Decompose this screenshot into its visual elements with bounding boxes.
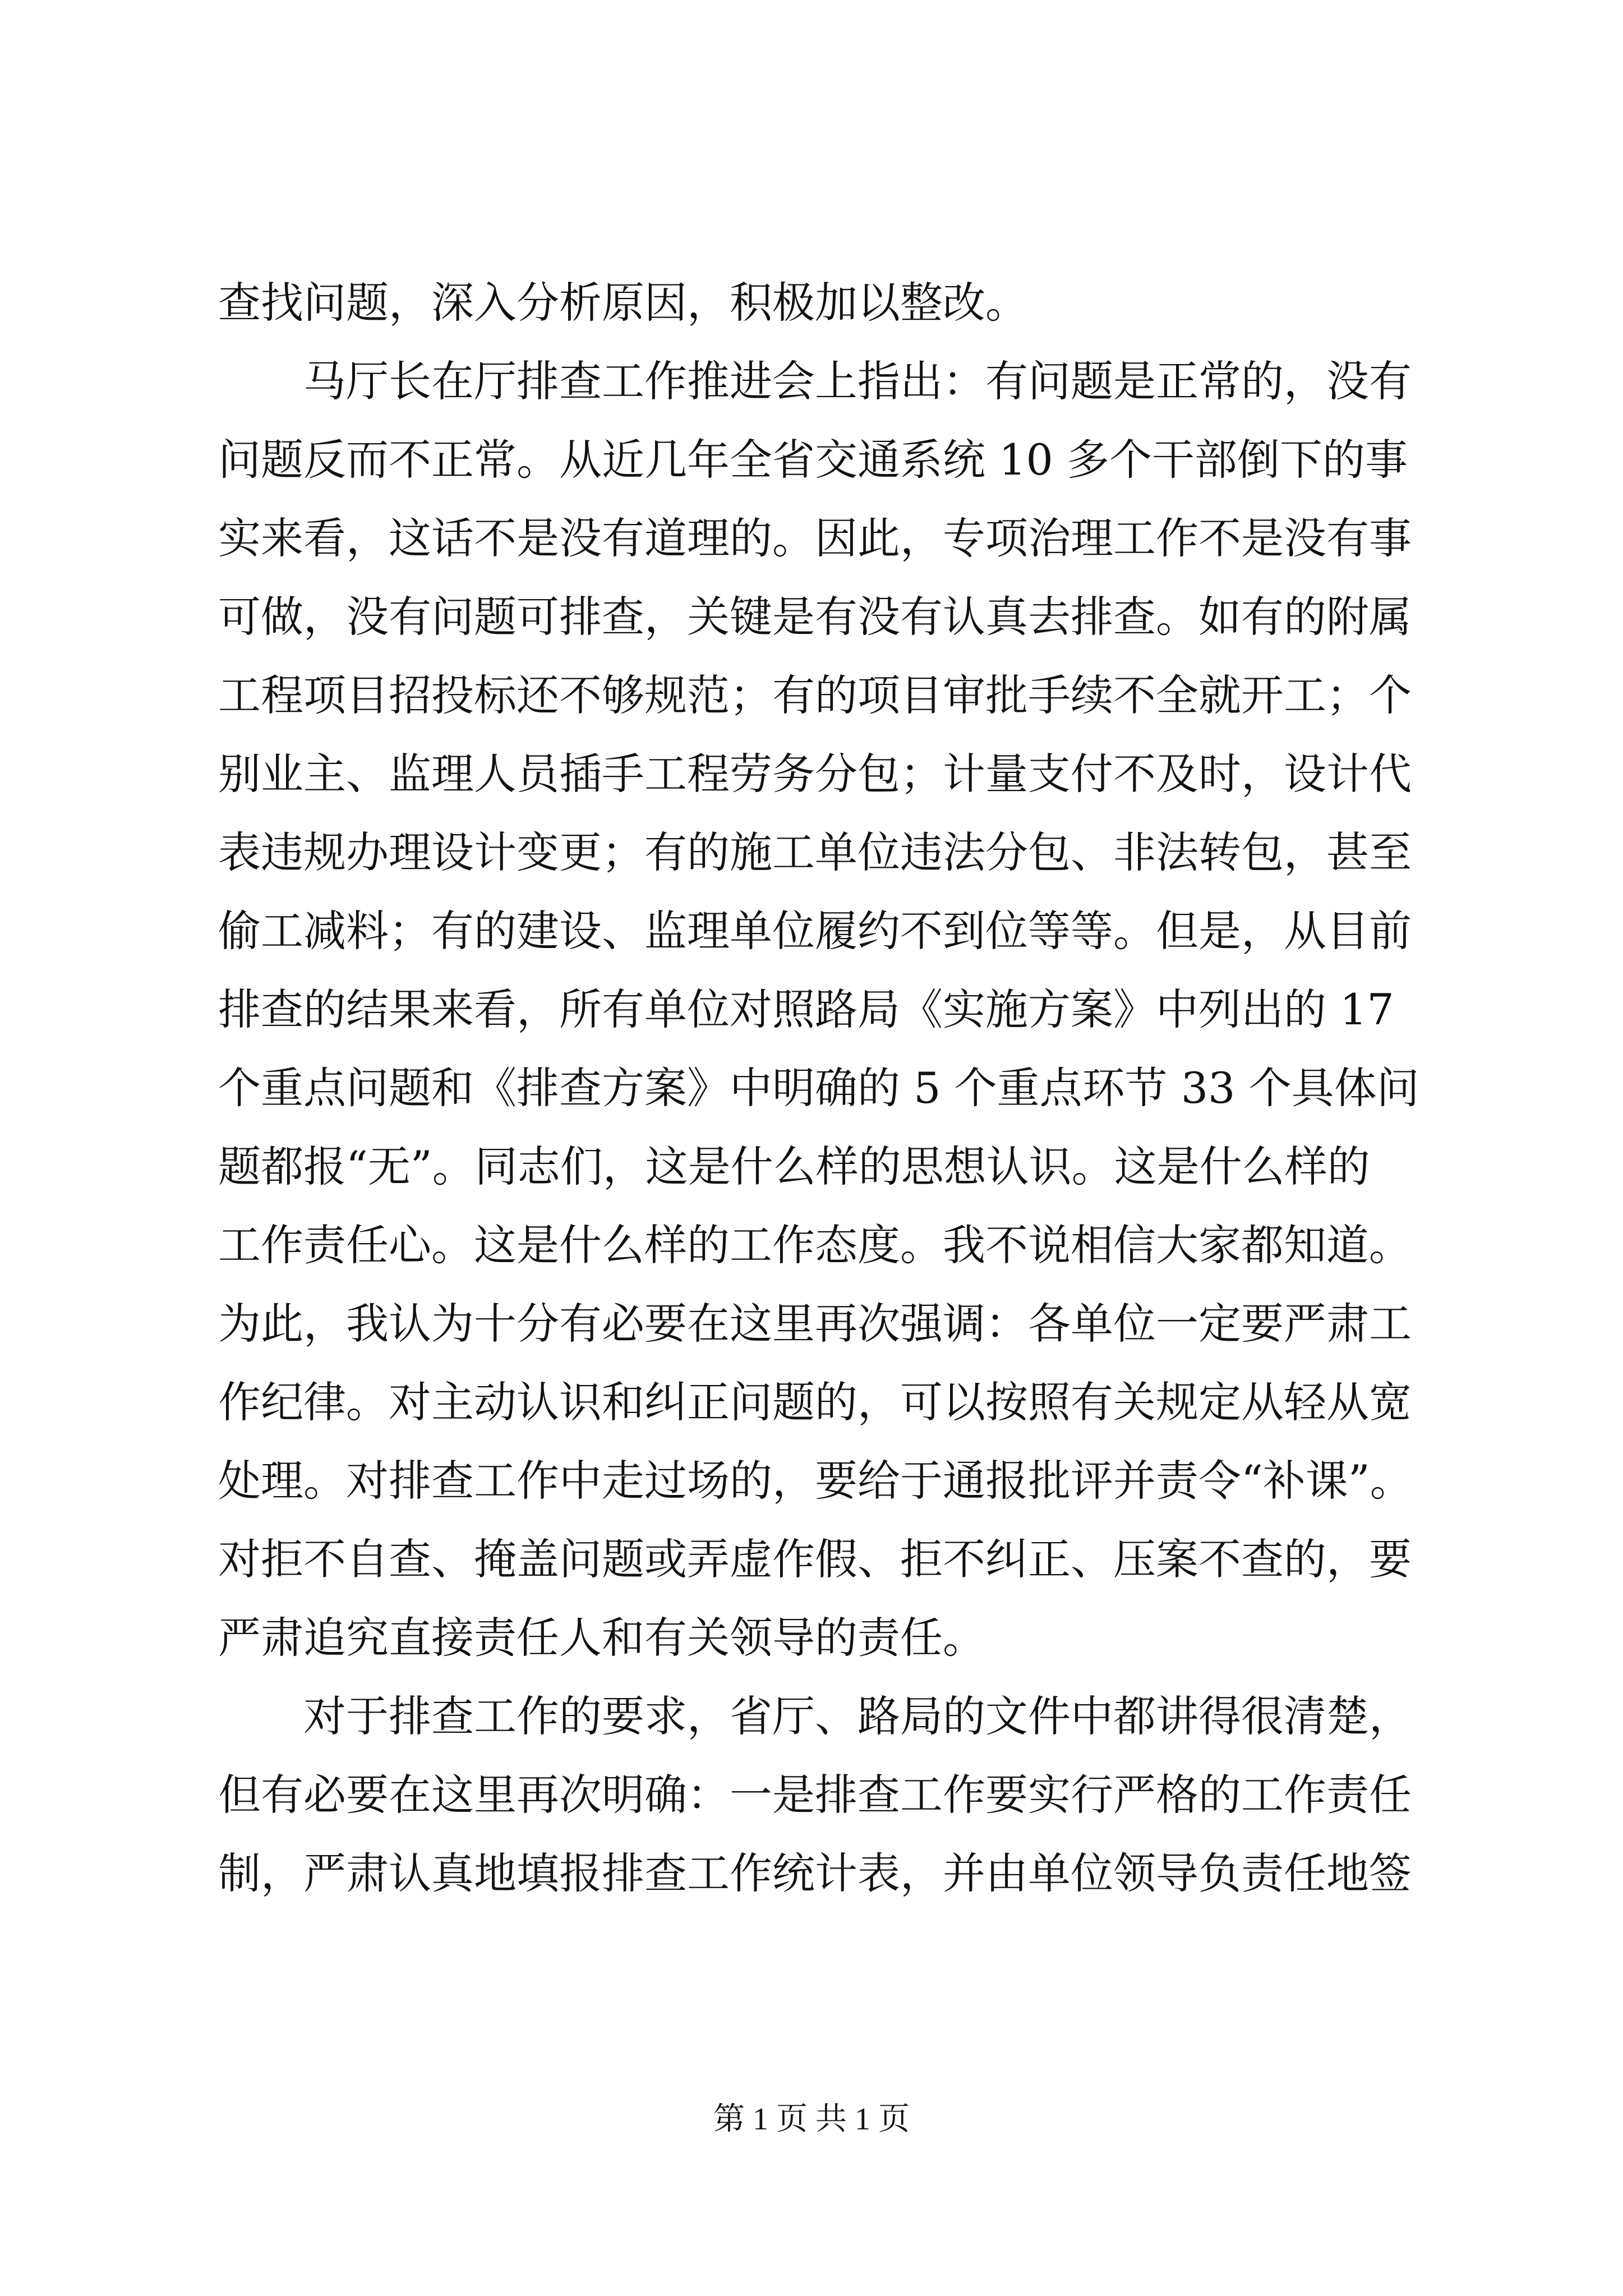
text-line: 但有必要在这里再次明确：一是排查工作要实行严格的工作责任: [218, 1770, 1412, 1820]
text-line: 个重点问题和《排查方案》中明确的 5 个重点环节 33 个具体问: [218, 1063, 1419, 1113]
text-line: 工作责任心。这是什么样的工作态度。我不说相信大家都知道。: [218, 1220, 1412, 1270]
text-line: 表违规办理设计变更；有的施工单位违法分包、非法转包，甚至: [218, 827, 1412, 877]
text-line: 处理。对排查工作中走过场的，要给于通报批评并责令“补课”。: [218, 1456, 1413, 1506]
text-line: 问题反而不正常。从近几年全省交通系统 10 多个干部倒下的事: [218, 435, 1408, 485]
text-line: 对拒不自查、掩盖问题或弄虚作假、拒不纠正、压案不查的，要: [218, 1534, 1412, 1584]
text-line: 可做，没有问题可排查，关键是有没有认真去排查。如有的附属: [218, 592, 1412, 642]
document-body: [218, 264, 1419, 1913]
text-line: 工程项目招投标还不够规范；有的项目审批手续不全就开工；个: [218, 670, 1412, 720]
text-line: 查找问题，深入分析原因，积极加以整改。: [218, 278, 1028, 328]
text-line: 排查的结果来看，所有单位对照路局《实施方案》中列出的 17: [218, 984, 1394, 1034]
paragraph-start-line: 马厅长在厅排查工作推进会上指出：有问题是正常的，没有: [303, 356, 1412, 406]
text-line: 严肃追究直接责任人和有关领导的责任。: [218, 1613, 985, 1663]
text-line: 别业主、监理人员插手工程劳务分包；计量支付不及时，设计代: [218, 749, 1412, 799]
text-line: 作纪律。对主动认识和纠正问题的，可以按照有关规定从轻从宽: [218, 1377, 1412, 1427]
paragraph-start-line: 对于排查工作的要求，省厅、路局的文件中都讲得很清楚，: [303, 1691, 1412, 1741]
text-line: 实来看，这话不是没有道理的。因此，专项治理工作不是没有事: [218, 513, 1412, 563]
page-number-footer: 第 1 页 共 1 页: [713, 2102, 910, 2137]
text-line: 为此，我认为十分有必要在这里再次强调：各单位一定要严肃工: [218, 1299, 1412, 1349]
text-line: 制，严肃认真地填报排查工作统计表，并由单位领导负责任地签: [218, 1848, 1412, 1898]
text-line: 题都报“无”。同志们，这是什么样的思想认识。这是什么样的: [218, 1142, 1370, 1191]
text-line: 偷工减料；有的建设、监理单位履约不到位等等。但是，从目前: [218, 906, 1412, 956]
